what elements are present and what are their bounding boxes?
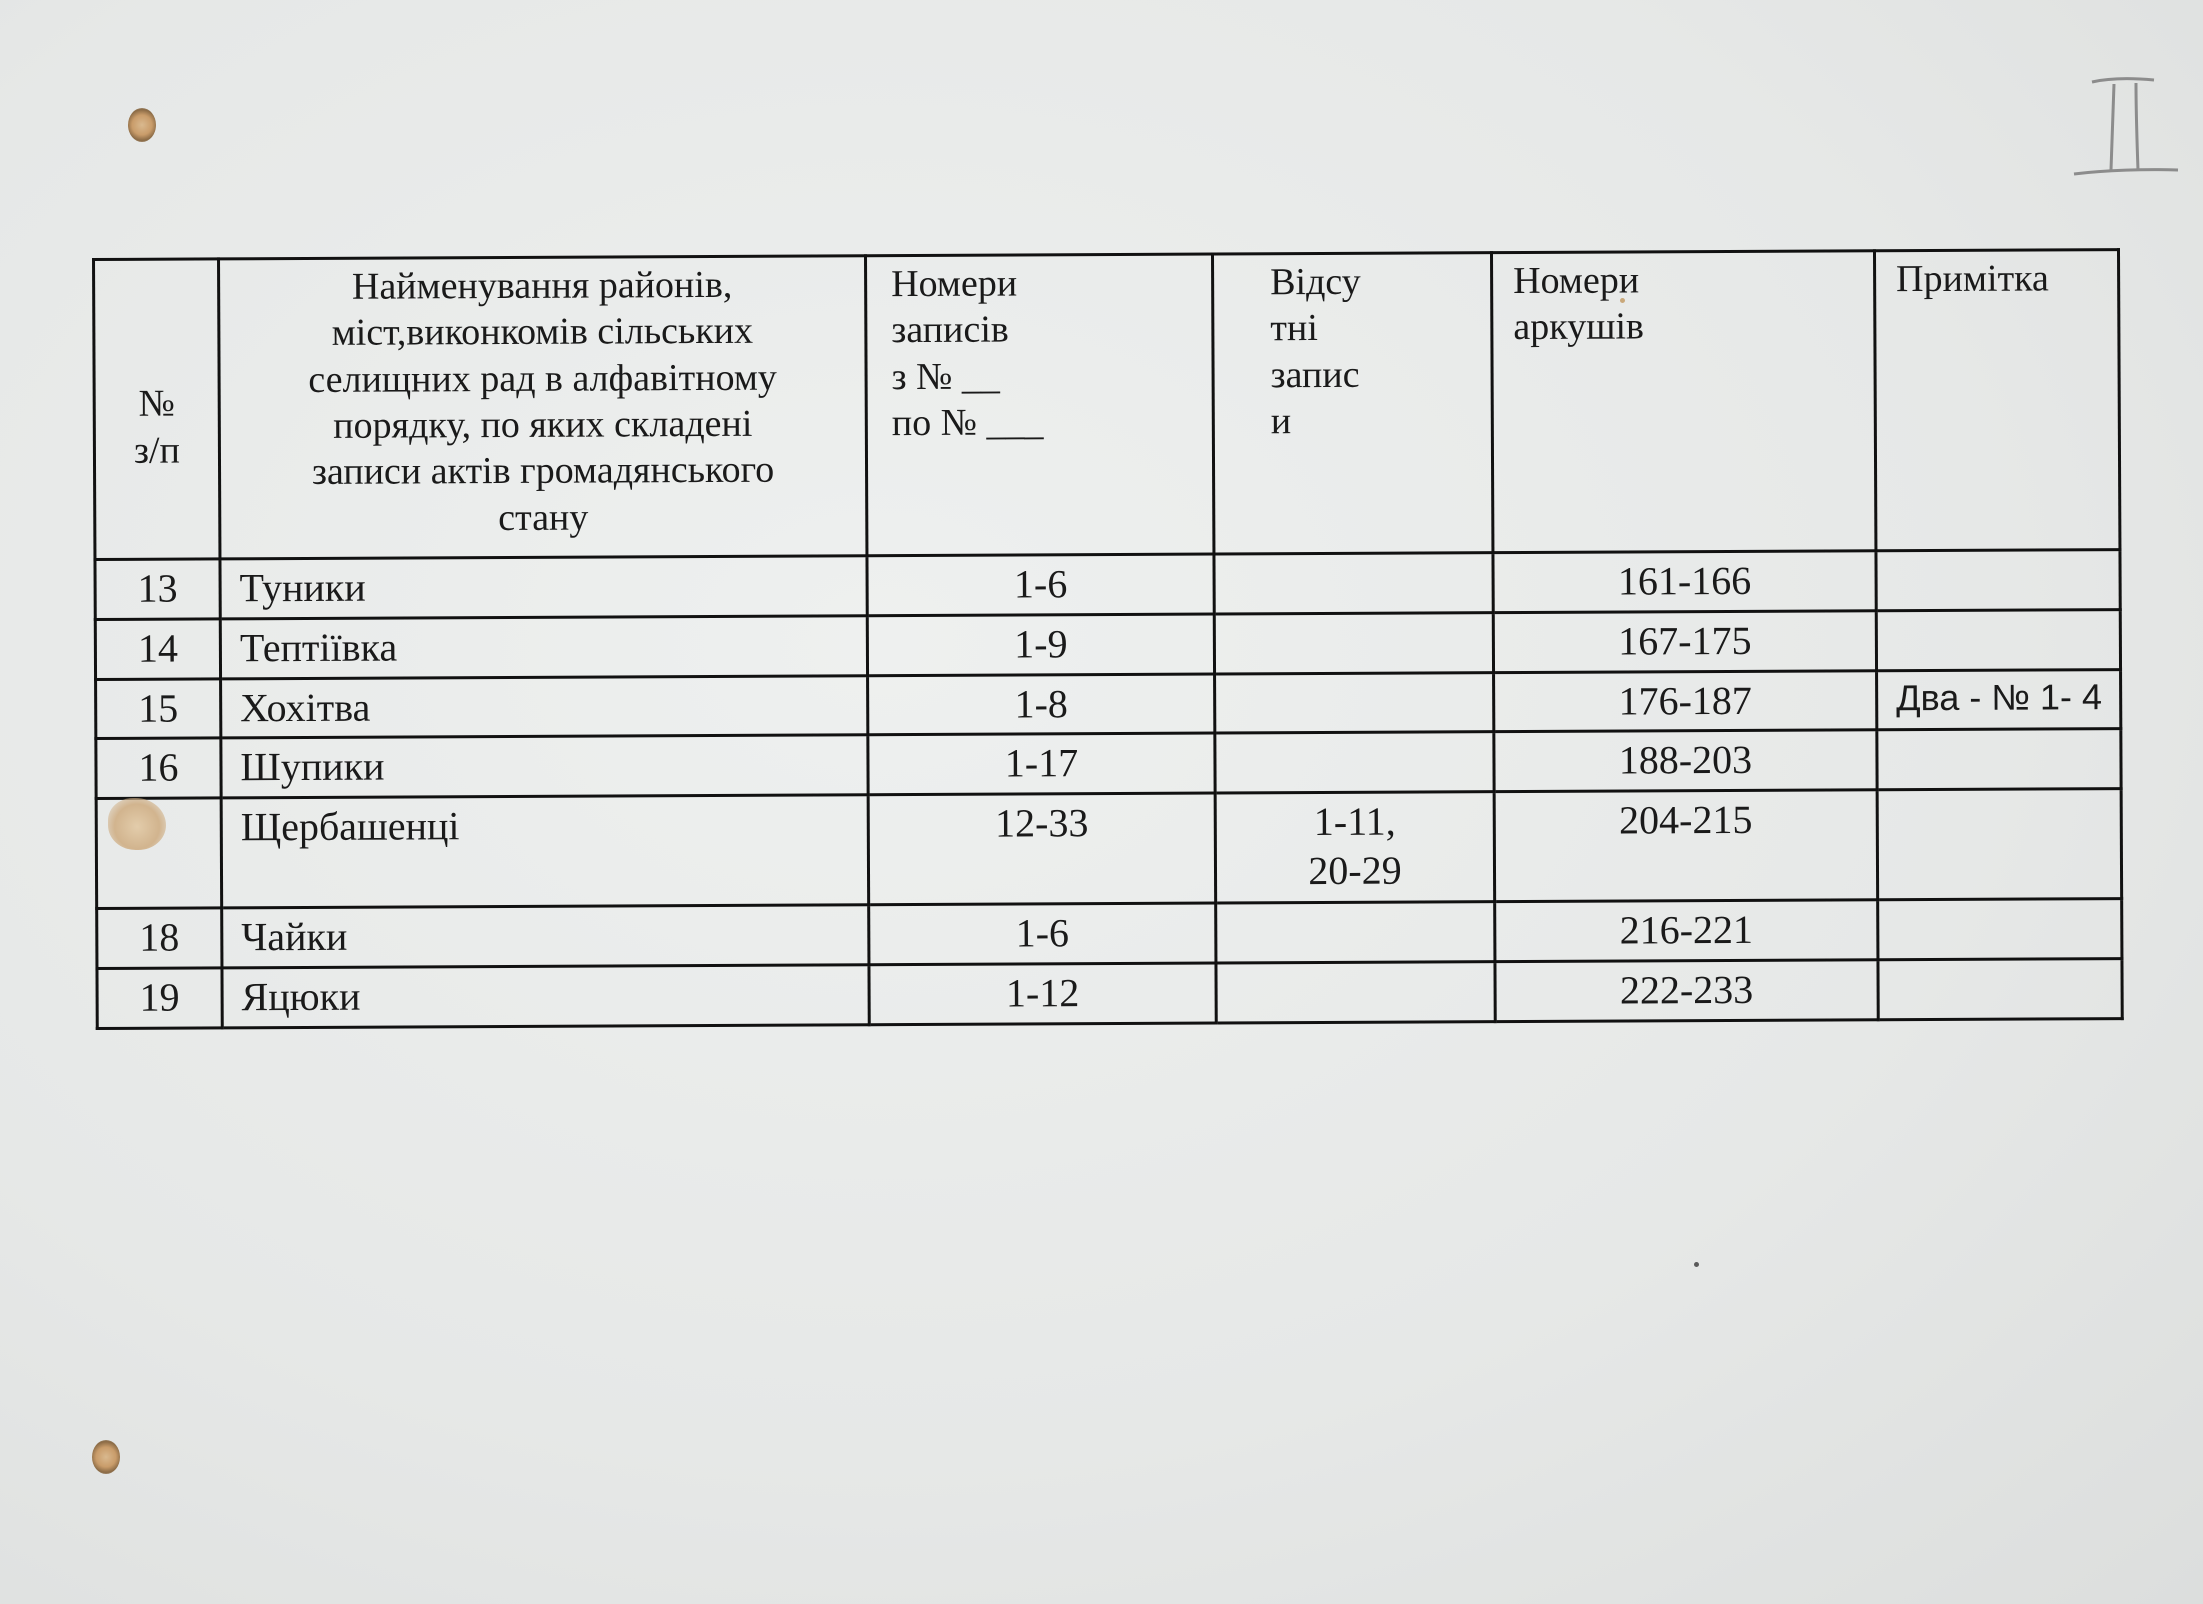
row-sheet-numbers: 167-175 bbox=[1493, 611, 1876, 673]
row-name: Шупики bbox=[221, 735, 868, 798]
table-row bbox=[95, 609, 2120, 679]
row-missing-records bbox=[1216, 902, 1495, 963]
row-missing-records: 1-11, 20-29 bbox=[1215, 792, 1495, 903]
row-number: 18 bbox=[97, 908, 222, 968]
row-name: Тептіївка bbox=[220, 616, 867, 679]
row-name: Хохітва bbox=[221, 675, 868, 738]
row-number: 13 bbox=[95, 559, 220, 619]
row-sheet-numbers: 188-203 bbox=[1494, 730, 1877, 792]
row-missing-records bbox=[1214, 612, 1493, 673]
row-missing-records bbox=[1216, 962, 1495, 1023]
row-note bbox=[1878, 959, 2122, 1020]
row-number: 15 bbox=[96, 678, 221, 738]
table-row bbox=[96, 729, 2121, 799]
table-row bbox=[95, 550, 2120, 620]
handwritten-roman-numeral-mark bbox=[2070, 70, 2180, 190]
row-sheet-numbers: 204-215 bbox=[1494, 790, 1878, 902]
table-header-row bbox=[94, 250, 2120, 560]
row-number: 16 bbox=[96, 738, 221, 798]
row-sheet-numbers: 222-233 bbox=[1495, 960, 1878, 1022]
table-row bbox=[97, 899, 2122, 969]
row-record-numbers: 1-9 bbox=[867, 614, 1214, 675]
row-record-numbers: 1-6 bbox=[867, 554, 1214, 615]
header-name: Найменування районів, міст,виконкомів сільських селищних рад в алфавітному порядку, по яких складені записи актів громадянського стану bbox=[219, 256, 867, 559]
row-record-numbers: 1-12 bbox=[869, 963, 1216, 1024]
paper-damage-stain bbox=[108, 798, 166, 850]
paper-speck bbox=[1694, 1262, 1699, 1267]
row-name: Щербашенці bbox=[221, 795, 869, 908]
row-record-numbers: 1-17 bbox=[868, 733, 1215, 794]
row-note: Два - № 1- 4 bbox=[1877, 669, 2121, 730]
table-row bbox=[96, 669, 2121, 739]
row-sheet-numbers: 161-166 bbox=[1493, 551, 1876, 613]
row-number: 14 bbox=[95, 619, 220, 679]
row-record-numbers: 1-8 bbox=[868, 674, 1215, 735]
header-number: № з/п bbox=[94, 259, 220, 560]
row-note bbox=[1877, 789, 2122, 900]
row-note bbox=[1876, 550, 2120, 611]
row-missing-records bbox=[1215, 672, 1494, 733]
punch-hole-top bbox=[128, 108, 156, 142]
row-name: Чайки bbox=[222, 905, 869, 968]
header-sheet-numbers: Номери аркушів bbox=[1491, 251, 1875, 553]
row-number: 19 bbox=[97, 968, 222, 1028]
records-register-table bbox=[92, 248, 2124, 1030]
table-row bbox=[96, 789, 2122, 909]
row-note bbox=[1878, 899, 2122, 960]
row-note bbox=[1877, 729, 2121, 790]
punch-hole-bottom bbox=[92, 1440, 120, 1474]
table-row bbox=[97, 959, 2122, 1029]
row-missing-records bbox=[1215, 732, 1494, 793]
row-name: Туники bbox=[220, 556, 867, 619]
row-record-numbers: 1-6 bbox=[869, 903, 1216, 964]
row-note bbox=[1876, 609, 2120, 670]
header-note: Примітка bbox=[1874, 250, 2119, 551]
row-sheet-numbers: 176-187 bbox=[1494, 670, 1877, 732]
header-record-numbers: Номери записів з № __ по № ___ bbox=[865, 254, 1213, 556]
row-missing-records bbox=[1214, 553, 1493, 614]
row-record-numbers: 12-33 bbox=[868, 793, 1216, 905]
row-sheet-numbers: 216-221 bbox=[1495, 900, 1878, 962]
header-missing-records: Відсу тні запис и bbox=[1212, 253, 1492, 554]
row-name: Яцюки bbox=[222, 965, 869, 1028]
